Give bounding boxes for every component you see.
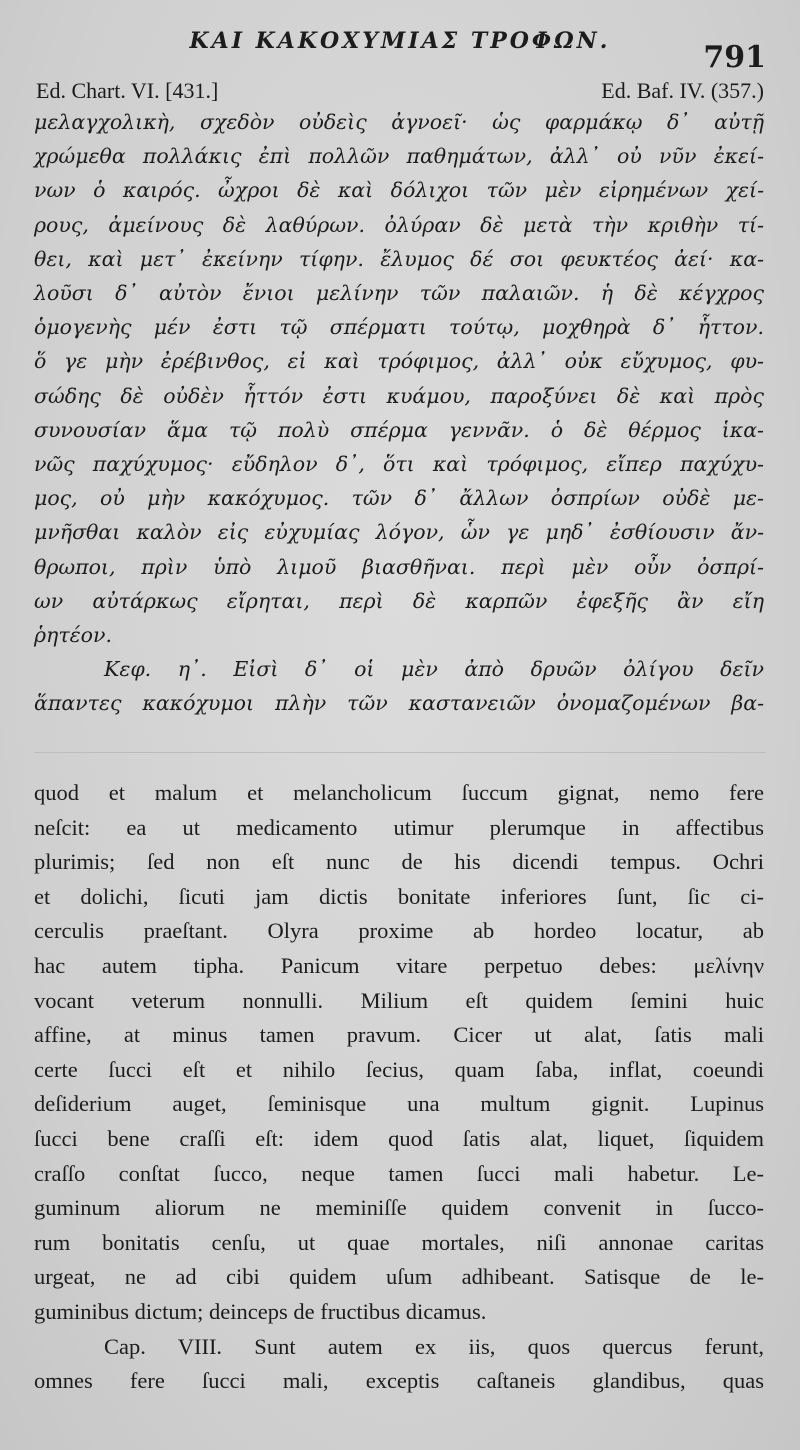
latin-line: craſſo conſtat ſucco, neque tamen ſucci mali habetur. Le- <box>34 1160 764 1186</box>
greek-line: λοῦσι δ᾽ αὐτὸν ἔνιοι μελίνην τῶν παλαιῶν. ἡ δὲ κέγχρος <box>34 281 764 306</box>
edition-left: Ed. Chart. VI. [431.] <box>36 78 219 103</box>
greek-text-block <box>34 105 764 721</box>
page-number: 791 <box>703 40 766 75</box>
greek-line: ων αὐτάρκως εἴρηται, περὶ δὲ καρπῶν ἐφεξῆς ἂν εἴη <box>34 588 764 613</box>
greek-line: μελαγχολικὴ, σχεδὸν οὐδεὶς ἀγνοεῖ· ὡς φαρμάκῳ δ᾽ αὐτῇ <box>34 110 764 134</box>
latin-line: certe ſucci eſt et nihilo ſecius, quam ſaba, inflat, coeundi <box>34 1056 764 1082</box>
latin-line: hac autem tipha. Panicum vitare perpetuo debes: μελίνην <box>34 952 764 978</box>
greek-line: θει, καὶ μετ᾽ ἐκείνην τίφην. ἔλυμος δέ σοι φευκτέος ἀεί· κα- <box>34 246 764 271</box>
latin-text-block <box>34 776 764 1399</box>
edition-references <box>36 78 764 104</box>
greek-line: ρους, ἀμείνους δὲ λαθύρων. ὀλύραν δὲ μετὰ τὴν κριθὴν τί- <box>34 212 764 237</box>
latin-line: plurimis; ſed non eſt nunc de his dicendi tempus. Ochri <box>34 849 764 875</box>
latin-line: rum bonitatis cenſu, ut quae mortales, niſi annonae caritas <box>34 1229 764 1255</box>
latin-line: et dolichi, ſicuti jam dictis bonitate inferiores ſunt, ſic ci- <box>34 883 764 909</box>
latin-line: cerculis praeſtant. Olyra proxime ab hordeo locatur, ab <box>34 918 764 944</box>
latin-chapter-heading: Cap. VIII. Sunt autem ex iis, quos quercus ferunt, <box>104 1333 764 1359</box>
greek-line: μνῆσθαι καλὸν εἰς εὐχυμίας λόγον, ὧν γε μηδ᾽ ἐσθίουσιν ἄν- <box>34 520 764 545</box>
latin-line: quod et malum et melancholicum ſuccum gignat, nemo fere <box>34 780 764 805</box>
greek-line: σώδης δὲ οὐδὲν ἧττόν ἐστι κυάμου, παροξύνει δὲ καὶ πρὸς <box>34 383 764 408</box>
column-divider <box>34 752 766 753</box>
latin-line: guminum aliorum ne meminiſſe quidem convenit in ſucco- <box>34 1195 764 1221</box>
latin-line: affine, at minus tamen pravum. Cicer ut alat, ſatis mali <box>34 1022 764 1048</box>
greek-line: ὁμογενὴς μέν ἐστι τῷ σπέρματι τούτῳ, μοχθηρὰ δ᾽ ἧττον. <box>34 315 764 340</box>
latin-line: deſiderium auget, ſeminisque una multum gignit. Lupinus <box>34 1091 764 1117</box>
greek-chapter-heading: Κεφ. η᾽. Εἰσὶ δ᾽ οἱ μὲν ἀπὸ δρυῶν ὀλίγου δεῖν <box>104 657 764 682</box>
latin-line: urgeat, ne ad cibi quidem uſum adhibeant. Satisque de le- <box>34 1264 764 1290</box>
latin-line: guminibus dictum; deinceps de fructibus dicamus. <box>34 1298 487 1324</box>
greek-line: ῥητέον. <box>34 623 112 648</box>
greek-line: συνουσίαν ἅμα τῷ πολὺ σπέρμα γεννᾶν. ὁ δὲ θέρμος ἱκα- <box>34 417 764 442</box>
latin-line: neſcit: ea ut medicamento utimur plerumque in affectibus <box>34 814 764 840</box>
greek-line: ὅ γε μὴν ἐρέβινθος, εἰ καὶ τρόφιμος, ἀλλ᾽ οὐκ εὔχυμος, φυ- <box>34 349 764 374</box>
greek-line: ἅπαντες κακόχυμοι πλὴν τῶν καστανειῶν ὀνομαζομένων βα- <box>34 691 764 716</box>
latin-line: omnes fere ſucci mali, exceptis caſtaneis glandibus, quas <box>34 1368 764 1394</box>
greek-line: θρωποι, πρὶν ὑπὸ λιμοῦ βιασθῆναι. περὶ μὲν οὖν ὀσπρί- <box>34 554 764 579</box>
running-head: ΚΑΙ ΚΑΚΟΧΥΜΙΑΣ ΤΡΟΦΩΝ. <box>189 28 611 54</box>
latin-line: vocant veterum nonnulli. Milium eſt quidem ſemini huic <box>34 987 764 1013</box>
greek-line: νῶς παχύχυμος· εὔδηλον δ᾽, ὅτι καὶ τρόφιμος, εἴπερ παχύχυ- <box>34 452 764 477</box>
greek-line: χρώμεθα πολλάκις ἐπὶ πολλῶν παθημάτων, ἀλλ᾽ οὐ νῦν ἐκεί- <box>34 144 764 169</box>
edition-right: Ed. Baf. IV. (357.) <box>601 78 764 103</box>
latin-line: ſucci bene craſſi eſt: idem quod ſatis alat, liquet, ſiquidem <box>34 1125 764 1151</box>
greek-line: νων ὁ καιρός. ὦχροι δὲ καὶ δόλιχοι τῶν μὲν εἰρημένων χεί- <box>34 178 764 203</box>
greek-line: μος, οὐ μὴν κακόχυμος. τῶν δ᾽ ἄλλων ὀσπρίων οὐδὲ με- <box>34 486 764 511</box>
